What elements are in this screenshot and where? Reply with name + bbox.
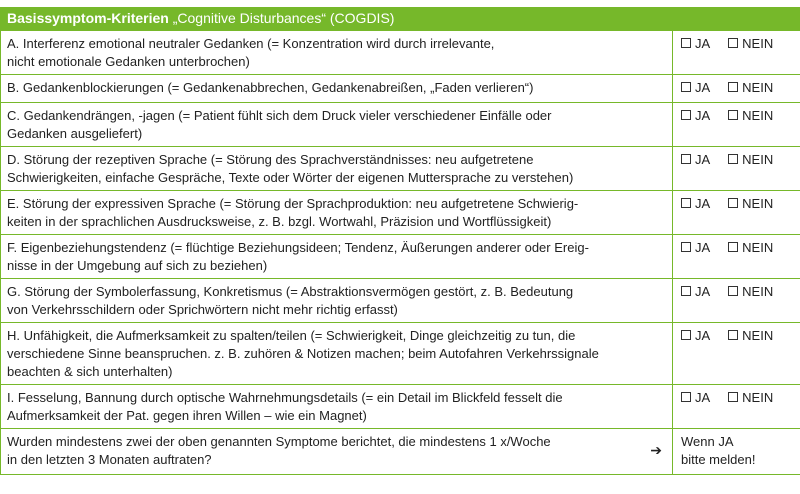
criterion-line: C. Gedankendrängen, -jagen (= Patient fühlt sich dem Druck vieler verschiedener Einfälle oder bbox=[7, 108, 552, 123]
criterion-text bbox=[1, 75, 673, 103]
criterion-line: verschiedene Sinne beanspruchen. z. B. zuhören & Notizen machen; beim Autofahren Verkehrssignale bbox=[7, 346, 599, 361]
answer-cell bbox=[673, 235, 800, 279]
answer-cell bbox=[673, 279, 800, 323]
final-question bbox=[1, 429, 673, 475]
no-checkbox[interactable] bbox=[728, 389, 773, 407]
checkbox-icon bbox=[681, 392, 691, 402]
criterion-line: A. Interferenz emotional neutraler Gedanken (= Konzentration wird durch irrelevante, bbox=[7, 36, 495, 51]
no-checkbox[interactable] bbox=[728, 79, 773, 97]
criterion-row-c bbox=[1, 103, 800, 147]
checkbox-icon bbox=[728, 392, 738, 402]
no-label: NEIN bbox=[742, 36, 774, 51]
yes-checkbox[interactable] bbox=[681, 79, 710, 97]
criterion-line: keiten in der sprachlichen Ausdrucksweise, z. B. bzgl. Wortwahl, Präzision und Wortflüssigkeit) bbox=[7, 214, 552, 229]
no-label: NEIN bbox=[742, 328, 774, 343]
header-title-bold: Basissymptom-Kriterien bbox=[7, 10, 169, 26]
yes-label: JA bbox=[695, 390, 711, 405]
criterion-text bbox=[1, 323, 673, 385]
no-checkbox[interactable] bbox=[728, 151, 773, 169]
criterion-text bbox=[1, 191, 673, 235]
criterion-row-f bbox=[1, 235, 800, 279]
final-answer-cell bbox=[673, 429, 800, 475]
arrow-right-icon: ➔ bbox=[650, 442, 662, 458]
criterion-row-d bbox=[1, 147, 800, 191]
criterion-line: Gedanken ausgeliefert) bbox=[7, 126, 143, 141]
yes-checkbox[interactable] bbox=[681, 35, 710, 53]
checkbox-icon bbox=[728, 38, 738, 48]
yes-checkbox[interactable] bbox=[681, 283, 710, 301]
yes-label: JA bbox=[695, 284, 711, 299]
yes-label: JA bbox=[695, 196, 711, 211]
checkbox-icon bbox=[728, 198, 738, 208]
criterion-row-g bbox=[1, 279, 800, 323]
no-label: NEIN bbox=[742, 284, 774, 299]
yes-label: JA bbox=[695, 80, 711, 95]
no-checkbox[interactable] bbox=[728, 195, 773, 213]
criterion-text bbox=[1, 385, 673, 429]
no-label: NEIN bbox=[742, 240, 774, 255]
no-checkbox[interactable] bbox=[728, 327, 773, 345]
no-checkbox[interactable] bbox=[728, 239, 773, 257]
criterion-line: Aufmerksamkeit der Pat. gegen ihren Willen – wie ein Magnet) bbox=[7, 408, 367, 423]
final-answer-line: bitte melden! bbox=[681, 452, 756, 467]
checkbox-icon bbox=[728, 82, 738, 92]
checkbox-icon bbox=[681, 110, 691, 120]
criterion-line: Schwierigkeiten, einfache Gespräche, Texte oder Wörter der eigenen Muttersprache zu verstehen) bbox=[7, 170, 574, 185]
checkbox-icon bbox=[728, 330, 738, 340]
criterion-row-a bbox=[1, 31, 800, 75]
no-checkbox[interactable] bbox=[728, 35, 773, 53]
checkbox-icon bbox=[681, 198, 691, 208]
yes-checkbox[interactable] bbox=[681, 151, 710, 169]
criterion-line: nisse in der Umgebung auf sich zu beziehen) bbox=[7, 258, 268, 273]
criterion-line: F. Eigenbeziehungstendenz (= flüchtige Beziehungsideen; Tendenz, Äußerungen anderer oder Ereig- bbox=[7, 240, 589, 255]
yes-label: JA bbox=[695, 152, 711, 167]
criterion-line: B. Gedankenblockierungen (= Gedankenabbrechen, Gedankenabreißen, „Faden verlieren“) bbox=[7, 80, 534, 95]
final-question-row bbox=[1, 429, 800, 475]
answer-cell bbox=[673, 31, 800, 75]
checkbox-icon bbox=[681, 286, 691, 296]
no-label: NEIN bbox=[742, 80, 774, 95]
checkbox-icon bbox=[681, 242, 691, 252]
answer-cell bbox=[673, 323, 800, 385]
yes-checkbox[interactable] bbox=[681, 107, 710, 125]
checkbox-icon bbox=[681, 330, 691, 340]
yes-checkbox[interactable] bbox=[681, 239, 710, 257]
criterion-line: E. Störung der expressiven Sprache (= Störung der Sprachproduktion: neu aufgetretene Schwierig- bbox=[7, 196, 579, 211]
criterion-text bbox=[1, 235, 673, 279]
yes-checkbox[interactable] bbox=[681, 327, 710, 345]
no-label: NEIN bbox=[742, 196, 774, 211]
yes-label: JA bbox=[695, 108, 711, 123]
no-label: NEIN bbox=[742, 152, 774, 167]
checkbox-icon bbox=[728, 286, 738, 296]
no-label: NEIN bbox=[742, 108, 774, 123]
final-question-line: in den letzten 3 Monaten auftraten? bbox=[7, 452, 212, 467]
header-title-rest: „Cognitive Disturbances“ (COGDIS) bbox=[168, 10, 395, 26]
criterion-line: I. Fesselung, Bannung durch optische Wahrnehmungsdetails (= ein Detail im Blickfeld fesselt die bbox=[7, 390, 563, 405]
criterion-line: von Verkehrsschildern oder Sprichwörtern nicht mehr richtig erfasst) bbox=[7, 302, 398, 317]
criterion-line: G. Störung der Symbolerfassung, Konkretismus (= Abstraktionsvermögen gestört, z. B. Bedeutung bbox=[7, 284, 574, 299]
yes-checkbox[interactable] bbox=[681, 389, 710, 407]
answer-cell bbox=[673, 191, 800, 235]
answer-cell bbox=[673, 75, 800, 103]
criterion-text bbox=[1, 147, 673, 191]
checkbox-icon bbox=[681, 82, 691, 92]
no-label: NEIN bbox=[742, 390, 774, 405]
answer-cell bbox=[673, 385, 800, 429]
yes-label: JA bbox=[695, 36, 711, 51]
yes-label: JA bbox=[695, 328, 711, 343]
criterion-line: nicht emotionale Gedanken unterbrochen) bbox=[7, 54, 250, 69]
form-header bbox=[0, 7, 800, 30]
final-answer-line: Wenn JA bbox=[681, 434, 734, 449]
criterion-row-i bbox=[1, 385, 800, 429]
yes-checkbox[interactable] bbox=[681, 195, 710, 213]
criterion-text bbox=[1, 279, 673, 323]
criterion-row-b bbox=[1, 75, 800, 103]
checkbox-icon bbox=[728, 154, 738, 164]
answer-cell bbox=[673, 103, 800, 147]
yes-label: JA bbox=[695, 240, 711, 255]
criterion-line: D. Störung der rezeptiven Sprache (= Störung des Sprachverständnisses: neu aufgetretene bbox=[7, 152, 534, 167]
checkbox-icon bbox=[728, 110, 738, 120]
criterion-line: beachten & sich unterhalten) bbox=[7, 364, 173, 379]
checkbox-icon bbox=[681, 38, 691, 48]
criterion-row-e bbox=[1, 191, 800, 235]
no-checkbox[interactable] bbox=[728, 107, 773, 125]
final-question-line: Wurden mindestens zwei der oben genannten Symptome berichtet, die mindestens 1 x/Woche bbox=[7, 434, 551, 449]
criterion-row-h bbox=[1, 323, 800, 385]
criterion-text bbox=[1, 103, 673, 147]
criterion-text bbox=[1, 31, 673, 75]
no-checkbox[interactable] bbox=[728, 283, 773, 301]
checkbox-icon bbox=[681, 154, 691, 164]
checkbox-icon bbox=[728, 242, 738, 252]
criteria-table bbox=[0, 30, 800, 475]
criterion-line: H. Unfähigkeit, die Aufmerksamkeit zu spalten/teilen (= Schwierigkeit, Dinge gleichzeitig zu tun, die bbox=[7, 328, 576, 343]
answer-cell bbox=[673, 147, 800, 191]
